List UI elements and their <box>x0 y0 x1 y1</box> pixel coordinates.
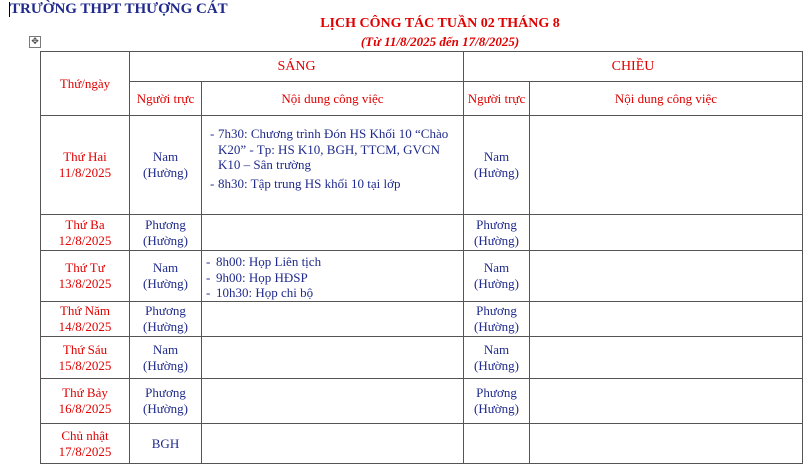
afternoon-duty-cell <box>464 337 530 379</box>
duty-name: Phương <box>145 303 186 318</box>
morning-header: SÁNG <box>130 52 464 82</box>
move-cross-icon[interactable]: ✥ <box>29 36 41 48</box>
list-item: - 8h00: Họp Liên tịch <box>206 254 322 269</box>
morning-duty-cell <box>130 379 202 424</box>
day-name: Thứ Sáu <box>62 341 108 357</box>
day-name: Thứ Hai <box>63 149 107 164</box>
afternoon-duty-cell <box>464 215 530 251</box>
table-row <box>41 116 803 215</box>
duty-name: Phương <box>476 385 517 400</box>
day-cell <box>41 424 130 464</box>
document-title: LỊCH CÔNG TÁC TUẦN 02 THÁNG 8 <box>320 16 560 31</box>
afternoon-content-cell <box>530 116 803 215</box>
afternoon-content-cell <box>530 337 803 379</box>
day-name: Thứ Tư <box>65 260 105 275</box>
afternoon-duty-cell <box>464 251 530 302</box>
duty-substitute: (Hường) <box>143 401 188 416</box>
duty-name: Nam <box>152 149 179 164</box>
duty-name: Phương <box>476 216 517 232</box>
table-row <box>41 251 803 302</box>
afternoon-duty-cell <box>464 116 530 215</box>
day-date: 13/8/2025 <box>58 276 112 291</box>
morning-duty-cell <box>130 424 202 464</box>
duty-name: Nam <box>483 260 510 275</box>
day-date: 11/8/2025 <box>58 165 112 180</box>
duty-name: Nam <box>152 260 179 275</box>
duty-name: Phương <box>476 303 517 318</box>
school-name: TRƯỜNG THPT THƯỢNG CÁT <box>10 1 228 17</box>
afternoon-person-header: Người trực <box>464 82 530 116</box>
day-cell <box>41 251 130 302</box>
afternoon-content-cell <box>530 424 803 464</box>
afternoon-content-cell <box>530 215 803 251</box>
document-subtitle: (Từ 11/8/2025 đến 17/8/2025) <box>360 34 520 49</box>
schedule-table <box>40 51 803 464</box>
duty-name: Phương <box>145 385 186 400</box>
duty-substitute: (Hường) <box>143 232 188 248</box>
list-item: - 10h30: Họp chi bộ <box>206 285 314 300</box>
afternoon-duty-cell <box>464 302 530 337</box>
morning-duty-cell <box>130 116 202 215</box>
table-row <box>41 337 803 379</box>
duty-substitute: (Hường) <box>143 276 188 291</box>
day-name: Thứ Bảy <box>62 385 108 400</box>
duty-substitute: (Hường) <box>143 165 188 180</box>
morning-duty-cell <box>130 337 202 379</box>
day-cell <box>41 302 130 337</box>
morning-content-cell <box>202 379 464 424</box>
duty-name: Nam <box>483 149 510 164</box>
day-cell <box>41 337 130 379</box>
table-row <box>41 302 803 337</box>
afternoon-duty-cell <box>464 424 530 464</box>
day-cell <box>41 116 130 215</box>
morning-content-header: Nội dung công việc <box>202 82 464 116</box>
morning-duty-cell <box>130 302 202 337</box>
table-row <box>41 424 803 464</box>
day-name: Chủ nhật <box>61 427 109 443</box>
day-date: 16/8/2025 <box>58 401 112 416</box>
duty-name: BGH <box>151 435 180 451</box>
list-item: - 8h30: Tập trung HS khối 10 tại lớp <box>210 175 401 191</box>
morning-content-cell <box>202 302 464 337</box>
morning-person-header: Người trực <box>130 82 202 116</box>
duty-name: Nam <box>152 341 179 357</box>
day-cell <box>41 215 130 251</box>
morning-content-cell <box>202 337 464 379</box>
morning-duty-cell <box>130 215 202 251</box>
duty-name: Nam <box>483 341 510 357</box>
duty-substitute: (Hường) <box>474 232 519 248</box>
day-date: 17/8/2025 <box>58 443 112 459</box>
day-column-header: Thứ/ngày <box>41 52 130 116</box>
morning-content-cell <box>202 116 464 215</box>
duty-substitute: (Hường) <box>474 276 519 291</box>
day-name: Thứ Ba <box>65 216 105 232</box>
afternoon-header: CHIỀU <box>464 52 803 82</box>
duty-substitute: (Hường) <box>474 401 519 416</box>
afternoon-content-header: Nội dung công việc <box>530 82 803 116</box>
afternoon-content-cell <box>530 251 803 302</box>
table-header-row <box>41 52 803 82</box>
day-date: 12/8/2025 <box>58 232 112 248</box>
duty-substitute: (Hường) <box>143 357 188 373</box>
table-row <box>41 379 803 424</box>
table-subheader-row <box>41 82 803 116</box>
morning-content-cell <box>202 424 464 464</box>
duty-substitute: (Hường) <box>474 165 519 180</box>
duty-name: Phương <box>145 216 186 232</box>
table-row <box>41 215 803 251</box>
list-item: - 7h30: Chương trình Đón HS Khối 10 “Chào K20” - Tp: HS K10, BGH, TTCM, GVCN K10 – Sân trường <box>210 126 449 172</box>
duty-substitute: (Hường) <box>474 319 519 334</box>
day-date: 14/8/2025 <box>58 319 112 334</box>
morning-content-cell <box>202 251 464 302</box>
duty-substitute: (Hường) <box>143 319 188 334</box>
duty-substitute: (Hường) <box>474 357 519 373</box>
day-name: Thứ Năm <box>59 303 110 318</box>
day-date: 15/8/2025 <box>58 357 112 373</box>
list-item: - 9h00: Họp HĐSP <box>206 269 308 285</box>
day-cell <box>41 379 130 424</box>
morning-content-cell <box>202 215 464 251</box>
afternoon-content-cell <box>530 379 803 424</box>
afternoon-duty-cell <box>464 379 530 424</box>
morning-duty-cell <box>130 251 202 302</box>
afternoon-content-cell <box>530 302 803 337</box>
